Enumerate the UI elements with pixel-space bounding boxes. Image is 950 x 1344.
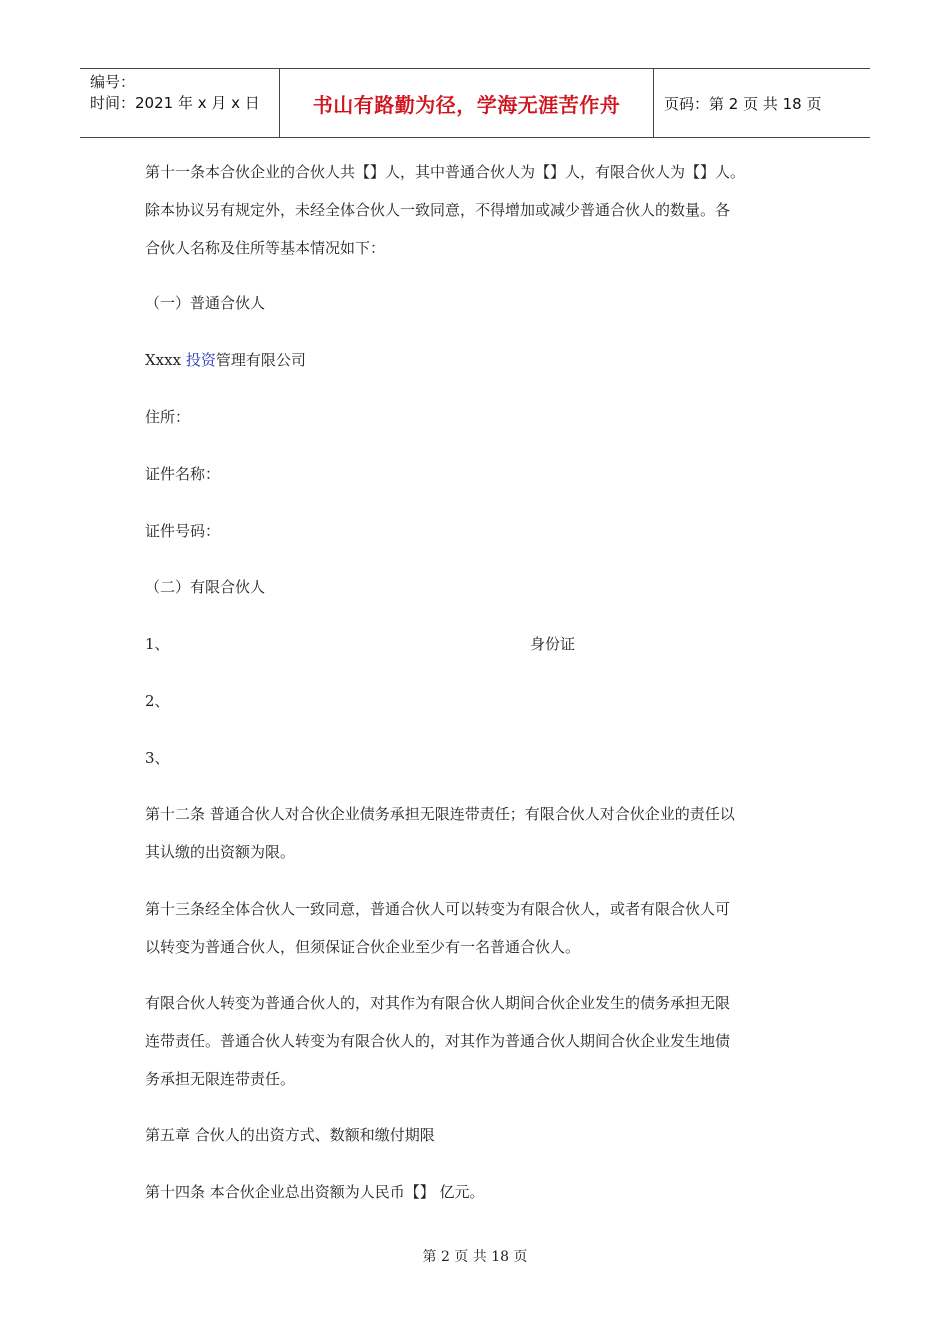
- article-11-line-3: 合伙人名称及住所等基本情况如下：: [145, 239, 386, 257]
- lp-item-1-id-type: 身份证: [530, 635, 576, 653]
- header-meta: [80, 69, 280, 137]
- header-motto: 书山有路勤为径，学海无涯苦作舟: [280, 69, 654, 137]
- gp-company-name: [145, 342, 306, 378]
- page-footer: 第 2 页 共 18 页: [422, 1249, 528, 1265]
- company-prefix: Xxxx: [145, 351, 186, 369]
- chapter-5-heading: 第五章 合伙人的出资方式、数额和缴付期限: [145, 1126, 435, 1144]
- id-name-label: 证件名称：: [145, 465, 221, 483]
- time-label: 时间：2021 年 x 月 x 日: [90, 94, 260, 112]
- article-13-line-1: 第十三条经全体合伙人一致同意，普通合伙人可以转变为有限合伙人，或者有限合伙人可: [145, 900, 731, 918]
- article-14: 第十四条 本合伙企业总出资额为人民币【】 亿元。: [145, 1183, 485, 1201]
- article-12-line-1: 第十二条 普通合伙人对合伙企业债务承担无限连带责任；有限合伙人对合伙企业的责任以: [145, 805, 735, 823]
- article-12-line-2: 其认缴的出资额为限。: [145, 843, 296, 861]
- lp-item-2: 2、: [145, 692, 170, 710]
- company-link[interactable]: 投资: [185, 351, 216, 369]
- id-number-label: 证件号码：: [145, 522, 221, 540]
- conversion-line-3: 务承担无限连带责任。: [145, 1070, 296, 1088]
- conversion-line-1: 有限合伙人转变为普通合伙人的，对其作为有限合伙人期间合伙企业发生的债务承担无限: [145, 994, 731, 1012]
- lp-item-1: 1、: [145, 635, 170, 653]
- code-label: 编号：: [90, 73, 136, 91]
- company-suffix: 管理有限公司: [215, 351, 306, 369]
- lp-item-3: 3、: [145, 749, 170, 767]
- article-11-line-2: 除本协议另有规定外，未经全体合伙人一致同意，不得增加或减少普通合伙人的数量。各: [145, 201, 731, 219]
- page-header: [80, 68, 870, 138]
- article-11-line-1: 第十一条本合伙企业的合伙人共【】人，其中普通合伙人为【】人，有限合伙人为【】人。: [145, 163, 746, 181]
- header-page-info: 页码：第 2 页 共 18 页: [664, 94, 822, 113]
- lp-heading: （二）有限合伙人: [145, 578, 266, 596]
- conversion-line-2: 连带责任。普通合伙人转变为有限合伙人的，对其作为普通合伙人期间合伙企业发生地债: [145, 1032, 731, 1050]
- address-label: 住所：: [145, 408, 191, 426]
- gp-heading: （一）普通合伙人: [145, 294, 266, 312]
- article-13-line-2: 以转变为普通合伙人，但须保证合伙企业至少有一名普通合伙人。: [145, 938, 581, 956]
